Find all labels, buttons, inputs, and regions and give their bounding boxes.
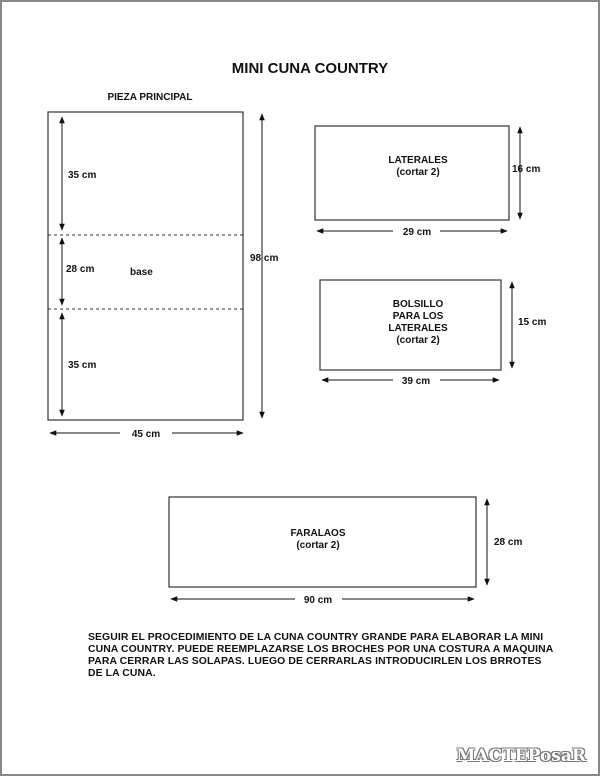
faralaos-height-label: 28 cm (494, 537, 523, 548)
main-piece-label: PIEZA PRINCIPAL (107, 92, 193, 103)
instructions-note: SEGUIR EL PROCEDIMIENTO DE LA CUNA COUNTRY GRANDE PARA ELABORAR LA MINI CUNA COUNTRY. PUEDE REEMPLAZARSE LOS BROCHES POR UNA COSTURA A MAQUINA PARA CERRAR LAS SOLAPAS. LUEGO DE CERRARLAS INTRODUCIRLEN LOS BRROTES DE LA CUNA. (88, 632, 553, 679)
watermark-logo: MACTEPosaR (456, 746, 586, 766)
bolsillo-cut: (cortar 2) (396, 335, 440, 346)
middle-section-label: 28 cm (66, 264, 95, 275)
base-label: base (130, 267, 153, 278)
page-title: MINI CUNA COUNTRY (231, 60, 389, 77)
laterales-name: LATERALES (388, 155, 448, 166)
top-section-label: 35 cm (68, 170, 97, 181)
bolsillo-line3: LATERALES (388, 323, 448, 334)
bottom-section-label: 35 cm (68, 360, 97, 371)
bolsillo-width-label: 39 cm (401, 376, 431, 387)
laterales-cut: (cortar 2) (396, 167, 440, 178)
bolsillo-line2: PARA LOS (392, 311, 444, 322)
bolsillo-line1: BOLSILLO (392, 299, 444, 310)
main-height-label: 98 cm (250, 253, 279, 264)
faralaos-width-label: 90 cm (303, 595, 333, 606)
bolsillo-height-label: 15 cm (518, 317, 547, 328)
main-width-label: 45 cm (131, 429, 161, 440)
faralaos-cut: (cortar 2) (296, 540, 340, 551)
faralaos-name: FARALAOS (290, 528, 346, 539)
laterales-height-label: 16 cm (512, 164, 541, 175)
laterales-width-label: 29 cm (402, 227, 432, 238)
